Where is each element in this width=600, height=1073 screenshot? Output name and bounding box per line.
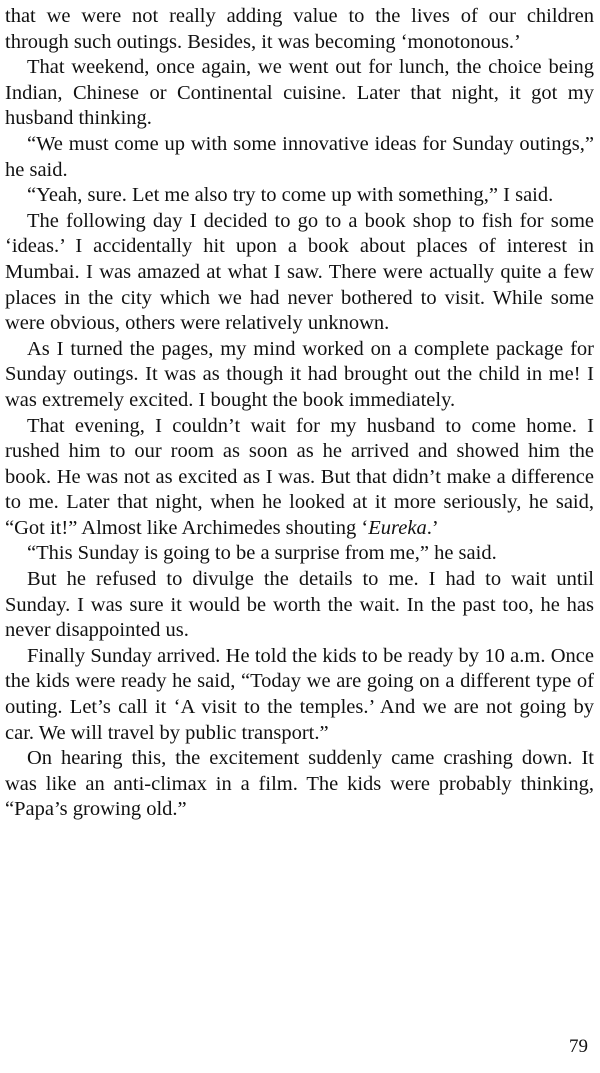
paragraph-dialogue: “This Sunday is going to be a surprise from me,” he said. (27, 542, 497, 565)
page-number: 79 (569, 1036, 588, 1057)
page-body (5, 4, 594, 823)
paragraph: Finally Sunday arrived. He told the kids to be ready by 10 a.m. Once the kids were ready he said, “Today we are going on a different type of outing. Let’s call it ‘A visit to the temples.’ And we are not going by car. We will travel by public transport.” (5, 644, 594, 744)
paragraph (5, 414, 594, 542)
paragraph: But he refused to divulge the details to me. I had to wait until Sunday. I was sure it would be worth the wait. In the past too, he has never disappointed us. (5, 568, 594, 642)
paragraph-dialogue: “Yeah, sure. Let me also try to come up with something,” I said. (27, 184, 554, 207)
paragraph: That weekend, once again, we went out for lunch, the choice being Indian, Chinese or Continental cuisine. Later that night, it got my husband thinking. (5, 56, 594, 130)
paragraph: As I turned the pages, my mind worked on a complete package for Sunday outings. It was as though it had brought out the child in me! I was extremely excited. I bought the book immediately. (5, 337, 594, 411)
paragraph-continued: that we were not really adding value to the lives of our children through such outings. Besides, it was becoming ‘monotonous.’ (5, 5, 594, 53)
emphasis-text: Eureka (368, 516, 427, 539)
paragraph: The following day I decided to go to a book shop to fish for some ‘ideas.’ I accidentally hit upon a book about places of interest in Mumbai. I was amazed at what I saw. There were actually quite a few places in the city which we had never bothered to visit. While some were obvious, others were relatively unknown. (5, 209, 594, 335)
paragraph-text: .’ (426, 516, 439, 539)
paragraph-dialogue: “We must come up with some innovative ideas for Sunday outings,” he said. (5, 132, 594, 181)
paragraph-text: That evening, I couldn’t wait for my husband to come home. I rushed him to our room as soon as he arrived and showed him the book. He was not as excited as I was. But that didn’t make a difference to me. Later that night, when he looked at it more seriously, he said, “Got it!” Almost like Archimedes shouting ‘ (5, 414, 594, 539)
paragraph: On hearing this, the excitement suddenly came crashing down. It was like an anti-climax in a film. The kids were probably thinking, “Papa’s growing old.” (5, 747, 594, 821)
